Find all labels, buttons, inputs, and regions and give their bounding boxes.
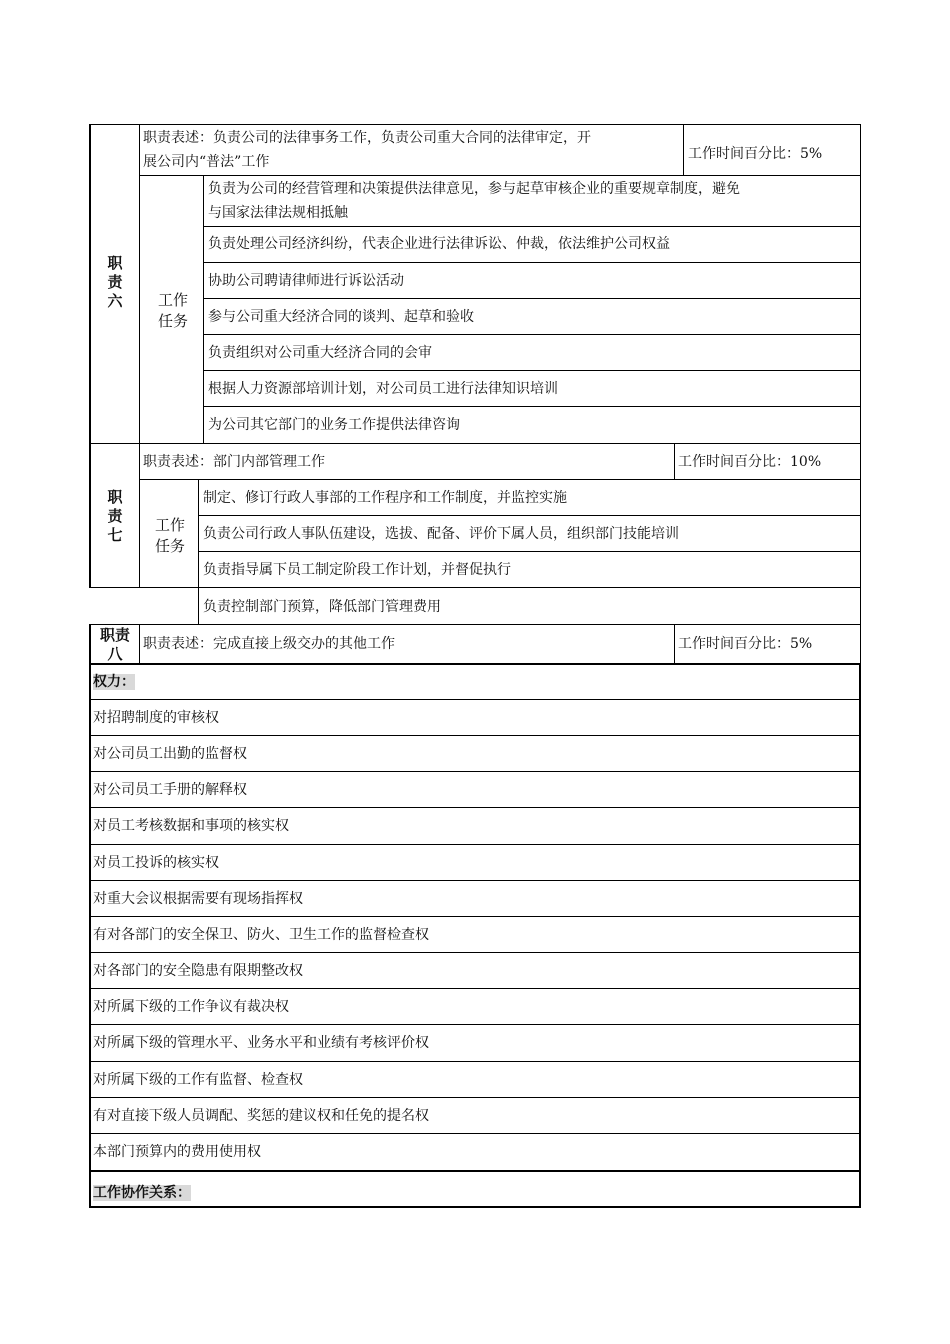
power-item: 对所属下级的管理水平、业务水平和业绩有考核评价权 (93, 1035, 429, 1051)
duty6-percent: 工作时间百分比：5% (688, 146, 823, 162)
power-item: 对员工投诉的核实权 (93, 855, 219, 871)
cooperation-section (89, 1170, 861, 1208)
cooperation-title: 工作协作关系： (93, 1185, 191, 1201)
power-item: 对公司员工出勤的监督权 (93, 746, 247, 762)
duty8-desc: 职责表述：完成直接上级交办的其他工作 (143, 636, 395, 652)
powers-section (89, 663, 861, 1172)
duty6-task-4: 参与公司重大经济合同的谈判、起草和验收 (208, 309, 474, 325)
duty6-desc-line2: 展公司内“普法”工作 (143, 154, 270, 170)
power-item: 对重大会议根据需要有现场指挥权 (93, 891, 303, 907)
power-item: 对招聘制度的审核权 (93, 710, 219, 726)
duty8-label: 职责 八 (99, 626, 130, 663)
duty7-label: 职 责 七 (107, 488, 123, 544)
duty7-task-label: 工作 任务 (154, 516, 185, 555)
power-item: 对公司员工手册的解释权 (93, 782, 247, 798)
duty7-task-4: 负责控制部门预算，降低部门管理费用 (203, 599, 441, 615)
duty6-task-label: 工作 任务 (157, 291, 188, 330)
duty6-task-5: 负责组织对公司重大经济合同的会审 (208, 345, 432, 361)
power-item: 本部门预算内的费用使用权 (93, 1144, 261, 1160)
duty7-percent: 工作时间百分比：10% (678, 454, 822, 470)
duty6-task-3: 协助公司聘请律师进行诉讼活动 (208, 273, 404, 289)
power-item: 对所属下级的工作有监督、检查权 (93, 1072, 303, 1088)
duty7-task-1: 制定、修订行政人事部的工作程序和工作制度，并监控实施 (203, 490, 567, 506)
duty8-percent: 工作时间百分比：5% (678, 636, 813, 652)
duty7-desc: 职责表述：部门内部管理工作 (143, 454, 325, 470)
duty6-task-1a: 负责为公司的经营管理和决策提供法律意见，参与起草审核企业的重要规章制度，避免 (208, 181, 740, 197)
duty7-task-2: 负责公司行政人事队伍建设，选拔、配备、评价下属人员，组织部门技能培训 (203, 526, 679, 542)
power-item: 对所属下级的工作争议有裁决权 (93, 999, 289, 1015)
duty6-task-2: 负责处理公司经济纠纷，代表企业进行法律诉讼、仲裁，依法维护公司权益 (208, 236, 670, 252)
power-item: 对各部门的安全隐患有限期整改权 (93, 963, 303, 979)
duty6-desc-line1: 职责表述：负责公司的法律事务工作，负责公司重大合同的法律审定，开 (143, 130, 591, 146)
duty6-task-1b: 与国家法律法规相抵触 (208, 205, 348, 221)
power-item: 有对各部门的安全保卫、防火、卫生工作的监督检查权 (93, 927, 429, 943)
powers-title: 权力： (93, 674, 135, 690)
duty6-task-7: 为公司其它部门的业务工作提供法律咨询 (208, 417, 460, 433)
power-item: 对员工考核数据和事项的核实权 (93, 818, 289, 834)
duty6-task-6: 根据人力资源部培训计划，对公司员工进行法律知识培训 (208, 381, 558, 397)
duty6-label: 职 责 六 (107, 254, 123, 310)
power-item: 有对直接下级人员调配、奖惩的建议权和任免的提名权 (93, 1108, 429, 1124)
duty7-task-3: 负责指导属下员工制定阶段工作计划，并督促执行 (203, 562, 511, 578)
